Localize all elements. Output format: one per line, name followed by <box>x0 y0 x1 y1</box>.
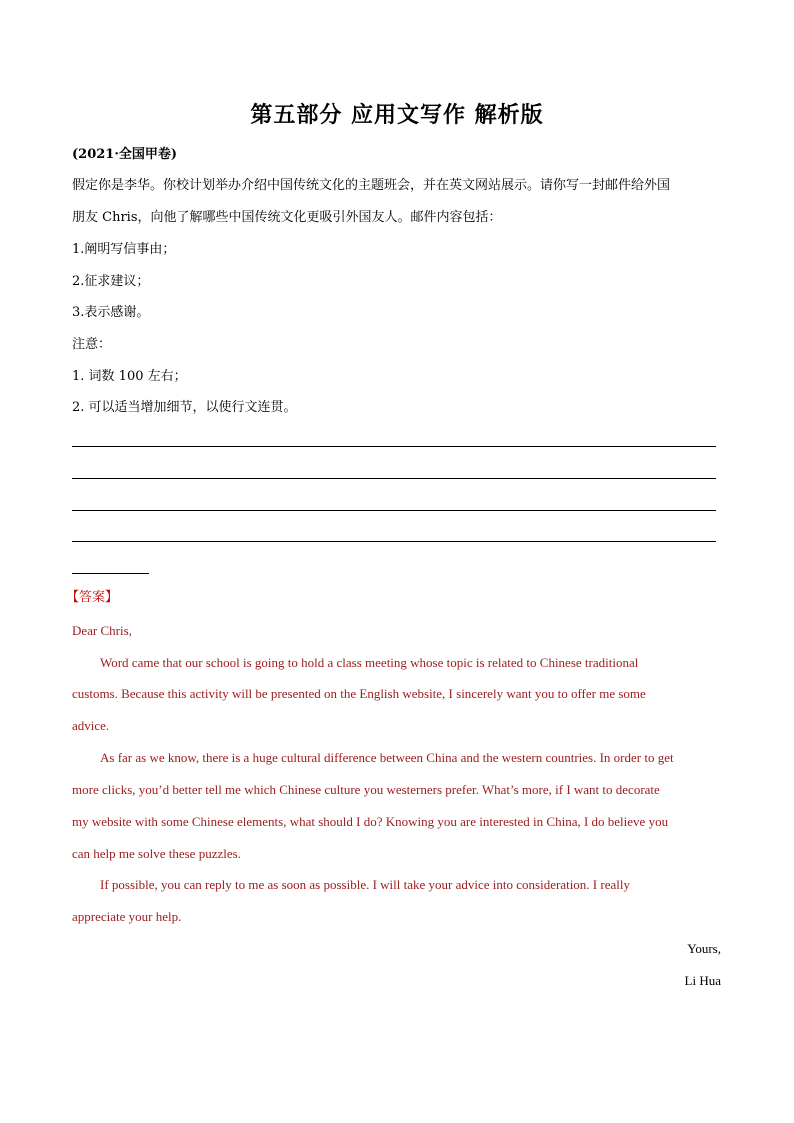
writing-line <box>72 478 716 479</box>
writing-line <box>72 541 716 542</box>
writing-line <box>72 510 716 511</box>
answer-closing: Yours, <box>687 941 721 956</box>
answer-line: more clicks, you’d better tell me which Chinese culture you westerners prefer. What’s more, if I want to decorate <box>72 782 660 797</box>
answer-line: appreciate your help. <box>72 909 182 924</box>
prompt-item-1: 1.阐明写信事由； <box>72 242 176 257</box>
answer-label: 【答案】 <box>66 590 119 605</box>
answer-signature: Li Hua <box>684 973 721 988</box>
writing-line-short <box>72 573 149 574</box>
note-label: 注意： <box>72 337 112 352</box>
answer-line: If possible, you can reply to me as soon as possible. I will take your advice into consideration. I really <box>100 877 630 892</box>
answer-line: can help me solve these puzzles. <box>72 846 241 861</box>
prompt-line-2: 朋友 Chris，向他了解哪些中国传统文化更吸引外国友人。邮件内容包括： <box>72 210 502 225</box>
note-item-2: 2. 可以适当增加细节，以使行文连贯。 <box>72 400 297 415</box>
prompt-item-3: 3.表示感谢。 <box>72 305 150 320</box>
answer-line: customs. Because this activity will be presented on the English website, I sincerely want you to offer me some <box>72 686 646 701</box>
answer-line: Word came that our school is going to hold a class meeting whose topic is related to Chinese traditional <box>100 655 639 670</box>
page-title: 第五部分 应用文写作 解析版 <box>250 102 544 128</box>
prompt-item-2: 2.征求建议； <box>72 274 150 289</box>
answer-line: my website with some Chinese elements, what should I do? Knowing you are interested in China, I do believe you <box>72 814 669 829</box>
prompt-line-1: 假定你是李华。你校计划举办介绍中国传统文化的主题班会，并在英文网站展示。请你写一封邮件给外国 <box>72 178 671 193</box>
writing-line <box>72 446 716 447</box>
answer-line: As far as we know, there is a huge cultural difference between China and the western countries. In order to get <box>100 750 674 765</box>
note-item-1: 1. 词数 100 左右； <box>72 369 187 384</box>
exam-source: (2021·全国甲卷) <box>72 147 178 162</box>
answer-line: advice. <box>72 718 110 733</box>
answer-greeting: Dear Chris, <box>72 623 132 638</box>
